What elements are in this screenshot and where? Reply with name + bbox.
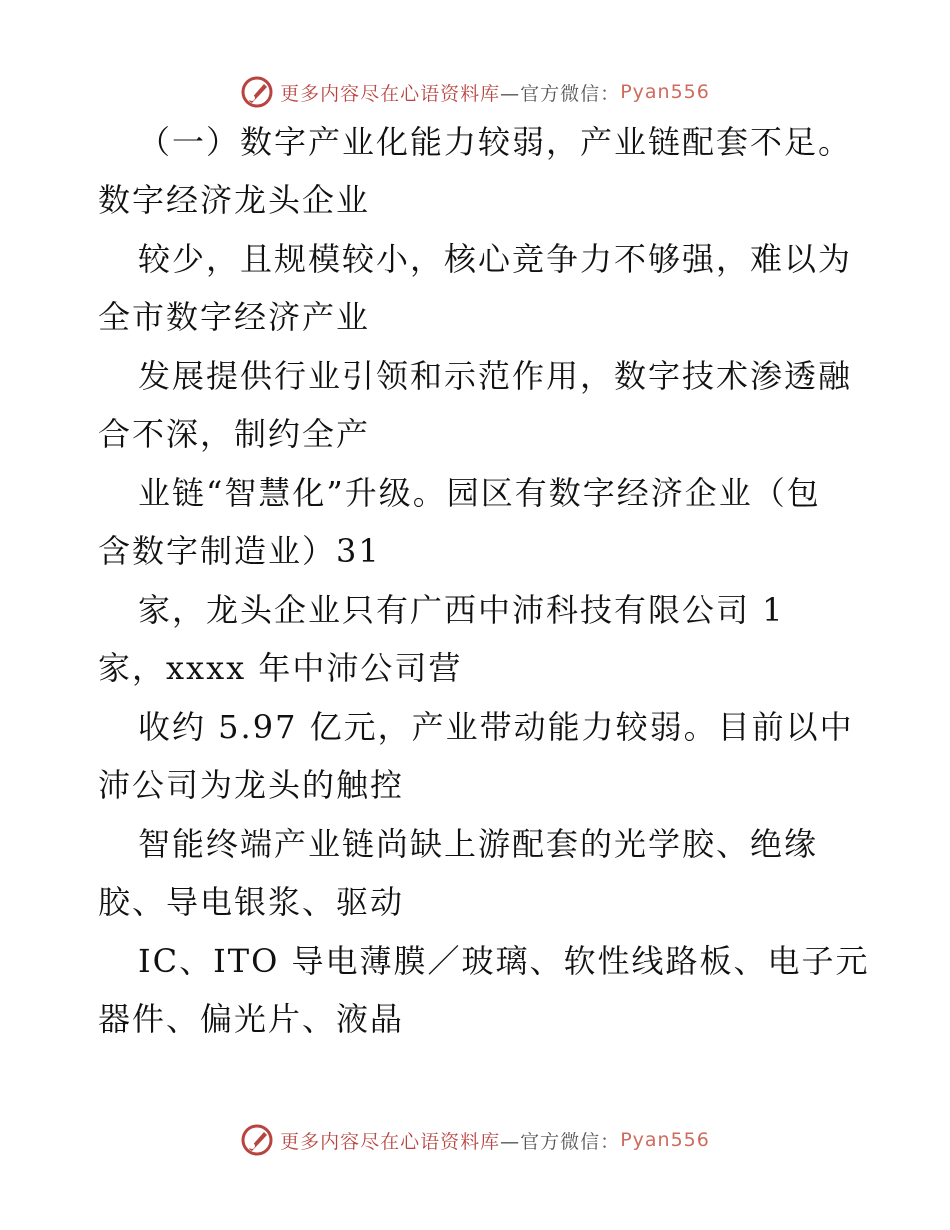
text-line: 收约 5.97 亿元，产业带动能力较弱。目前以中 — [138, 708, 854, 746]
header-watermark — [0, 72, 950, 112]
text-line: 家，xxxx 年中沛公司营 — [98, 649, 463, 687]
text-line: 全市数字经济产业 — [98, 298, 371, 336]
quill-seal-icon — [240, 1123, 274, 1157]
text-line: 较少，且规模较小，核心竞争力不够强，难以为 — [138, 240, 853, 278]
footer-watermark — [0, 1120, 950, 1160]
text-line: 合不深，制约全产 — [98, 415, 371, 453]
text-line: IC、ITO 导电薄膜／玻璃、软性线路板、电子元 — [138, 942, 870, 980]
watermark-wechat-id: Pyan556 — [620, 81, 710, 103]
watermark-wechat-id: Pyan556 — [620, 1129, 710, 1151]
watermark-text: 更多内容尽在心语资料库 — [280, 82, 501, 105]
text-line: 含数字制造业）31 — [98, 532, 381, 570]
text-line: 胶、导电银浆、驱动 — [98, 883, 405, 921]
text-line: 家，龙头企业只有广西中沛科技有限公司 1 — [138, 591, 785, 629]
text-line: （一）数字产业化能力较弱，产业链配套不足。 — [138, 123, 853, 161]
watermark-separator: —官方微信： — [500, 1130, 621, 1153]
watermark-separator: —官方微信： — [500, 82, 621, 105]
text-line: 沛公司为龙头的触控 — [98, 766, 405, 804]
text-line: 业链“智慧化”升级。园区有数字经济企业（包 — [138, 474, 821, 512]
quill-seal-icon — [240, 75, 274, 109]
text-line: 数字经济龙头企业 — [98, 181, 371, 219]
text-line: 智能终端产业链尚缺上游配套的光学胶、绝缘 — [138, 825, 819, 863]
text-line: 发展提供行业引领和示范作用，数字技术渗透融 — [138, 357, 853, 395]
watermark-text: 更多内容尽在心语资料库 — [280, 1130, 501, 1153]
text-line: 器件、偏光片、液晶 — [98, 1000, 405, 1038]
